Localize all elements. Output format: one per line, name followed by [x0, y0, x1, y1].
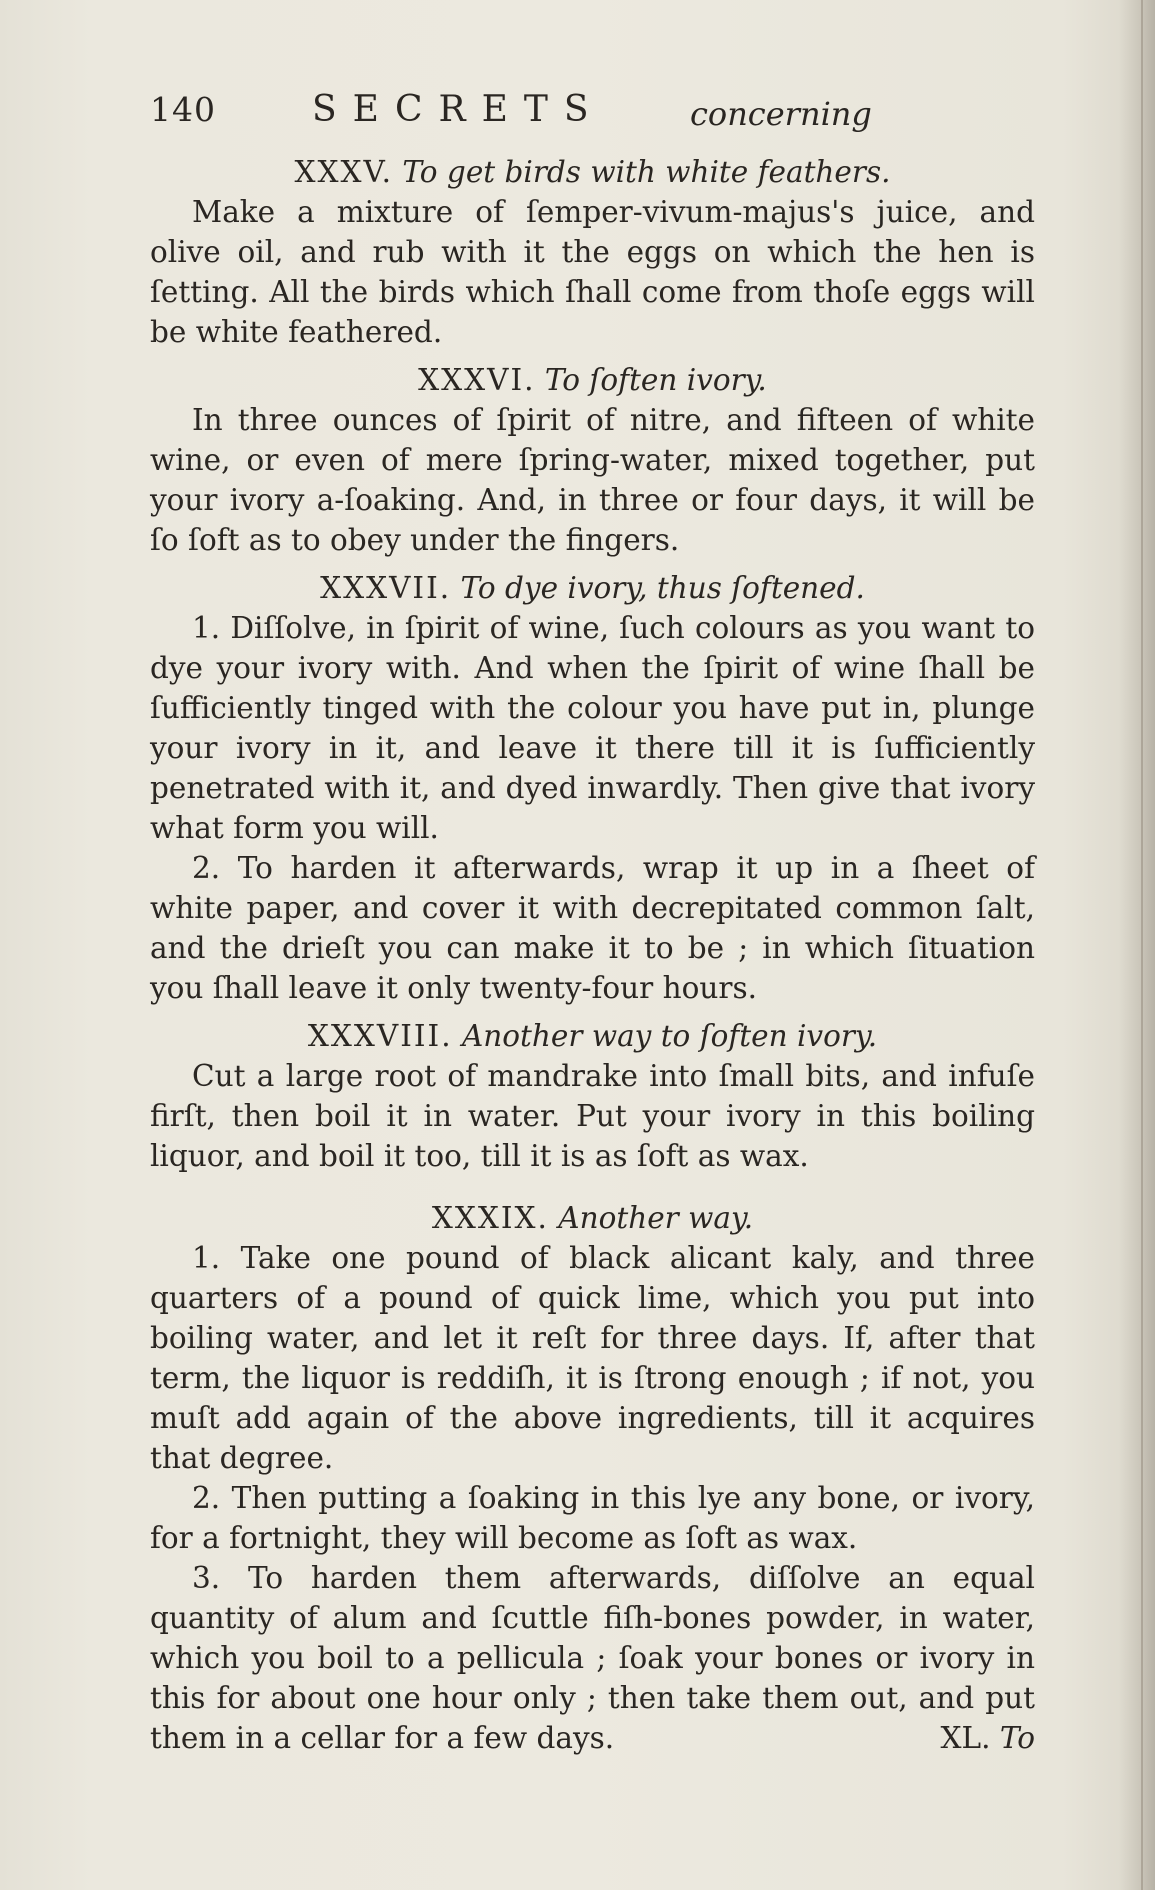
section-paragraph: 2. Then putting a ſoaking in this lye any bone, or ivory, for a fortnight, they will become as ſoft as wax.	[150, 1481, 1035, 1555]
section-paragraph: 2. To harden it afterwards, wrap it up in a ſheet of white paper, and cover it with decrepitated common ſalt, and the drieſt you can make it to be ; in which ſituation you ſhall leave it only twenty-four hours.	[150, 851, 1035, 1005]
catchword	[940, 1718, 1035, 1758]
section-number: XXXVI.	[418, 363, 536, 397]
text-block	[150, 82, 1035, 1758]
page-edge-line	[1141, 0, 1143, 1890]
section-heading	[150, 152, 1035, 192]
section-number: XXXVIII.	[307, 1019, 453, 1053]
section-xxxvii	[150, 568, 1035, 1008]
running-head-subtitle: concerning	[690, 95, 872, 133]
section-heading	[150, 1198, 1035, 1238]
spacer	[150, 352, 1035, 360]
page-number: 140	[150, 90, 216, 129]
section-xxxv	[150, 152, 1035, 352]
spacer	[150, 1176, 1035, 1198]
section-title: To get birds with white feathers.	[402, 155, 891, 189]
last-paragraph-with-catchword	[150, 1558, 1035, 1758]
section-paragraph: Cut a large root of mandrake into ſmall bits, and infuſe firſt, then boil it in water. Put your ivory in this boiling liquor, and boil it too, till it is as ſoft as wax.	[150, 1059, 1035, 1173]
section-paragraph: Make a mixture of ſemper-vivum-majus's juice, and olive oil, and rub with it the eggs on which the hen is ſetting. All the birds which ſhall come from thoſe eggs will be white feathered.	[150, 195, 1035, 349]
section-number: XXXIX.	[431, 1201, 549, 1235]
section-paragraph: 3. To harden them afterwards, diſſolve an equal quantity of alum and ſcuttle fiſh-bones powder, in water, which you boil to a pellicula ; ſoak your bones or ivory in this for about one hour only ; then take them out, and put them in a cellar for a few days.	[150, 1561, 1035, 1755]
section-xxxix	[150, 1198, 1035, 1758]
section-xxxviii	[150, 1016, 1035, 1176]
section-title: To ſoften ivory.	[544, 363, 767, 397]
section-paragraph: In three ounces of ſpirit of nitre, and fifteen of white wine, or even of mere ſpring-water, mixed together, put your ivory a-ſoaking. And, in three or four days, it will be ſo ſoft as to obey under the fingers.	[150, 403, 1035, 557]
section-xxxvi	[150, 360, 1035, 560]
catchword-italic: To	[999, 1721, 1035, 1755]
section-heading	[150, 568, 1035, 608]
catchword-roman: XL.	[940, 1721, 991, 1755]
section-title: Another way.	[558, 1201, 754, 1235]
running-head-title: SECRETS	[312, 89, 605, 130]
section-heading	[150, 1016, 1035, 1056]
section-heading	[150, 360, 1035, 400]
page-edge-shadow	[1119, 0, 1155, 1890]
section-number: XXXVII.	[320, 571, 452, 605]
section-title: To dye ivory, thus ſoftened.	[460, 571, 865, 605]
running-head	[150, 82, 1035, 146]
section-title: Another way to ſoften ivory.	[461, 1019, 878, 1053]
spacer	[150, 560, 1035, 568]
section-number: XXXV.	[294, 155, 394, 189]
section-paragraph: 1. Take one pound of black alicant kaly, and three quarters of a pound of quick lime, which you put into boiling water, and let it reſt for three days. If, after that term, the liquor is reddiſh, it is ſtrong enough ; if not, you muſt add again of the above ingredients, till it acquires that degree.	[150, 1241, 1035, 1475]
spacer	[150, 1008, 1035, 1016]
section-paragraph: 1. Diſſolve, in ſpirit of wine, ſuch colours as you want to dye your ivory with. And when the ſpirit of wine ſhall be ſufficiently tinged with the colour you have put in, plunge your ivory in it, and leave it there till it is ſufficiently penetrated with it, and dyed inwardly. Then give that ivory what form you will.	[150, 611, 1035, 845]
